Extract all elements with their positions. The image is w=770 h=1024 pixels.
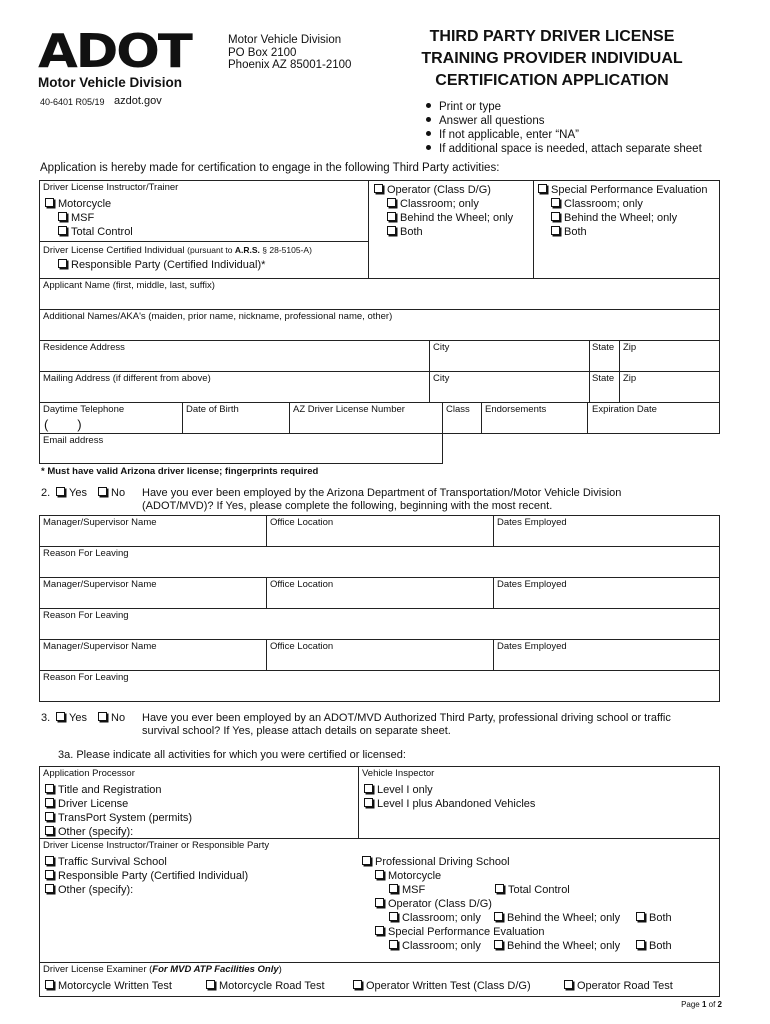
residence-zip-field[interactable]: Zip (623, 342, 637, 353)
adot-logo (38, 24, 208, 90)
dates-field-2[interactable]: Dates Employed (497, 579, 567, 590)
checkbox-transport[interactable]: TransPort System (permits) (45, 812, 192, 825)
checkbox-icon (551, 226, 560, 235)
address-line: Phoenix AZ 85001-2100 (228, 59, 352, 71)
checkbox-op-both[interactable]: Both (387, 226, 423, 239)
checkbox-level1-av[interactable]: Level I plus Abandoned Vehicles (364, 798, 535, 811)
checkbox-icon (45, 870, 54, 879)
class-field[interactable]: Class (446, 404, 470, 415)
checkbox-icon (364, 784, 373, 793)
checkbox-spe[interactable]: Special Performance Evaluation (538, 184, 708, 197)
phone-parens: ( ) (44, 417, 82, 432)
checkbox-icon (387, 198, 396, 207)
checkbox-icon (45, 856, 54, 865)
title-line: CERTIFICATION APPLICATION (435, 72, 669, 89)
checkbox-icon (58, 212, 67, 221)
q2-no[interactable]: No (98, 487, 125, 500)
checkbox-traffic-survival[interactable]: Traffic Survival School (45, 856, 167, 869)
checkbox-icon (374, 184, 383, 193)
checkbox-op-road[interactable]: Operator Road Test (564, 980, 673, 993)
vehicle-inspector-header: Vehicle Inspector (362, 768, 435, 779)
q3-yes[interactable]: Yes (56, 712, 87, 725)
checkbox-icon (494, 940, 503, 949)
mailing-address (228, 34, 351, 72)
checkbox-operator[interactable]: Operator (Class D/G) (374, 184, 491, 197)
checkbox-other[interactable]: Other (specify): (45, 826, 133, 839)
checkbox-pds-op-classroom[interactable]: Classroom; only (389, 912, 481, 925)
instructor-header: Driver License Instructor/Trainer (43, 182, 179, 193)
checkbox-mc-road[interactable]: Motorcycle Road Test (206, 980, 325, 993)
checkbox-icon (58, 259, 67, 268)
checkbox-spe-btw[interactable]: Behind the Wheel; only (551, 212, 677, 225)
checkbox-level1[interactable]: Level I only (364, 784, 433, 797)
additional-names-field[interactable]: Additional Names/AKA's (maiden, prior name, nickname, professional name, other) (43, 311, 393, 322)
checkbox-icon (98, 712, 107, 721)
checkbox-icon (56, 487, 65, 496)
checkbox-icon (362, 856, 371, 865)
checkbox-op-classroom[interactable]: Classroom; only (387, 198, 479, 211)
logo-subtitle: Motor Vehicle Division (38, 75, 183, 90)
az-dl-field[interactable]: AZ Driver License Number (293, 404, 405, 415)
checkbox-icon (45, 798, 54, 807)
checkbox-icon (353, 980, 362, 989)
office-field-3[interactable]: Office Location (270, 641, 334, 652)
address-line: PO Box 2100 (228, 46, 297, 59)
checkbox-pds-spe-classroom[interactable]: Classroom; only (389, 940, 481, 953)
title-line: TRAINING PROVIDER INDIVIDUAL (421, 50, 683, 67)
checkbox-op-written[interactable]: Operator Written Test (Class D/G) (353, 980, 531, 993)
q3-text: Have you ever been employed by an ADOT/MVD Authorized Third Party, professional driving school or traffic survival school? If Yes, please attach details on separate sheet. (142, 712, 671, 737)
checkbox-other-2[interactable]: Other (specify): (45, 884, 133, 897)
checkbox-icon (564, 980, 573, 989)
checkbox-icon (551, 198, 560, 207)
instruction-item: If not applicable, enter “NA” (426, 128, 702, 142)
expiration-field[interactable]: Expiration Date (592, 404, 657, 415)
mailing-state-field[interactable]: State (592, 373, 615, 384)
checkbox-pds-spe[interactable]: Special Performance Evaluation (375, 926, 545, 939)
checkbox-icon (387, 212, 396, 221)
title-line: THIRD PARTY DRIVER LICENSE (429, 28, 675, 45)
logo-text: ADOT (38, 24, 191, 78)
checkbox-icon (58, 226, 67, 235)
dates-field-1[interactable]: Dates Employed (497, 517, 567, 528)
mailing-city-field[interactable]: City (433, 373, 450, 384)
checkbox-motorcycle[interactable]: Motorcycle (45, 198, 111, 211)
endorsements-field[interactable]: Endorsements (485, 404, 547, 415)
manager-field-3[interactable]: Manager/Supervisor Name (43, 641, 157, 652)
reason-field-3[interactable]: Reason For Leaving (43, 672, 129, 683)
dates-field-3[interactable]: Dates Employed (497, 641, 567, 652)
checkbox-icon (45, 826, 54, 835)
checkbox-icon (551, 212, 560, 221)
page-number: Page 1 of 2 (681, 1000, 722, 1009)
mailing-zip-field[interactable]: Zip (623, 373, 637, 384)
checkbox-pds-op-btw[interactable]: Behind the Wheel; only (494, 912, 620, 925)
q3a-text: 3a. Please indicate all activities for which you were certified or licensed: (58, 749, 406, 761)
checkbox-pds[interactable]: Professional Driving School (362, 856, 510, 869)
checkbox-icon (494, 912, 503, 921)
form-title (392, 26, 712, 92)
manager-field-2[interactable]: Manager/Supervisor Name (43, 579, 157, 590)
office-field-2[interactable]: Office Location (270, 579, 334, 590)
q3-no[interactable]: No (98, 712, 125, 725)
checkbox-icon (636, 940, 645, 949)
email-field[interactable]: Email address (43, 435, 104, 446)
app-processor-header: Application Processor (43, 768, 135, 779)
checkbox-icon (389, 912, 398, 921)
q3-number: 3. (41, 712, 51, 724)
residence-state-field[interactable]: State (592, 342, 615, 353)
q2-number: 2. (41, 487, 51, 499)
checkbox-icon (389, 940, 398, 949)
license-note: * Must have valid Arizona driver license; fingerprints required (41, 466, 319, 477)
checkbox-icon (45, 980, 54, 989)
checkbox-spe-classroom[interactable]: Classroom; only (551, 198, 643, 211)
residence-city-field[interactable]: City (433, 342, 450, 353)
checkbox-title-reg[interactable]: Title and Registration (45, 784, 162, 797)
checkbox-icon (45, 198, 54, 207)
certified-header: Driver License Certified Individual (pursuant to A.R.S. § 28-5105-A) (43, 245, 312, 256)
q2-yes[interactable]: Yes (56, 487, 87, 500)
checkbox-icon (206, 980, 215, 989)
checkbox-pds-spe-btw[interactable]: Behind the Wheel; only (494, 940, 620, 953)
checkbox-pds-motorcycle[interactable]: Motorcycle (375, 870, 441, 883)
instructor-rp-header: Driver License Instructor/Trainer or Responsible Party (43, 840, 270, 851)
mailing-address-field[interactable]: Mailing Address (if different from above) (43, 373, 211, 384)
daytime-telephone-field[interactable]: Daytime Telephone (43, 404, 125, 415)
checkbox-pds-op-both[interactable]: Both (636, 912, 672, 925)
checkbox-pds-spe-both[interactable]: Both (636, 940, 672, 953)
checkbox-icon (389, 884, 398, 893)
checkbox-icon (538, 184, 547, 193)
checkbox-pds-total-control[interactable]: Total Control (495, 884, 570, 897)
checkbox-icon (375, 926, 384, 935)
checkbox-icon (387, 226, 396, 235)
checkbox-responsible-party[interactable]: Responsible Party (Certified Individual)* (58, 259, 265, 272)
dob-field[interactable]: Date of Birth (186, 404, 239, 415)
website: azdot.gov (114, 95, 162, 107)
intro-text: Application is hereby made for certification to engage in the following Third Party activities: (40, 162, 500, 174)
checkbox-op-btw[interactable]: Behind the Wheel; only (387, 212, 513, 225)
checkbox-spe-both[interactable]: Both (551, 226, 587, 239)
checkbox-icon (375, 898, 384, 907)
checkbox-icon (56, 712, 65, 721)
checkbox-icon (495, 884, 504, 893)
instruction-list (426, 100, 702, 156)
checkbox-mc-written[interactable]: Motorcycle Written Test (45, 980, 172, 993)
checkbox-msf[interactable]: MSF (58, 212, 94, 225)
checkbox-icon (375, 870, 384, 879)
checkbox-pds-msf[interactable]: MSF (389, 884, 425, 897)
checkbox-resp-party[interactable]: Responsible Party (Certified Individual) (45, 870, 248, 883)
applicant-name-field[interactable]: Applicant Name (first, middle, last, suffix) (43, 280, 215, 291)
office-field-1[interactable]: Office Location (270, 517, 334, 528)
residence-address-field[interactable]: Residence Address (43, 342, 125, 353)
reason-field-1[interactable]: Reason For Leaving (43, 548, 129, 559)
checkbox-icon (45, 884, 54, 893)
checkbox-pds-operator[interactable]: Operator (Class D/G) (375, 898, 492, 911)
examiner-header: Driver License Examiner (For MVD ATP Facilities Only) (43, 964, 282, 975)
checkbox-icon (98, 487, 107, 496)
manager-field-1[interactable]: Manager/Supervisor Name (43, 517, 157, 528)
checkbox-icon (45, 784, 54, 793)
address-line: Motor Vehicle Division (228, 34, 342, 46)
q2-text: Have you ever been employed by the Arizona Department of Transportation/Motor Vehicle Division (ADOT/MVD)? If Yes, please complete the following, beginning with the most recent. (142, 487, 622, 512)
form-number: 40-6401 R05/19 (40, 97, 105, 107)
checkbox-total-control[interactable]: Total Control (58, 226, 133, 239)
reason-field-2[interactable]: Reason For Leaving (43, 610, 129, 621)
checkbox-icon (364, 798, 373, 807)
checkbox-driver-license[interactable]: Driver License (45, 798, 128, 811)
instruction-item: Answer all questions (426, 114, 702, 128)
checkbox-icon (636, 912, 645, 921)
checkbox-icon (45, 812, 54, 821)
instruction-item: Print or type (426, 100, 702, 114)
instruction-item: If additional space is needed, attach separate sheet (426, 142, 702, 156)
